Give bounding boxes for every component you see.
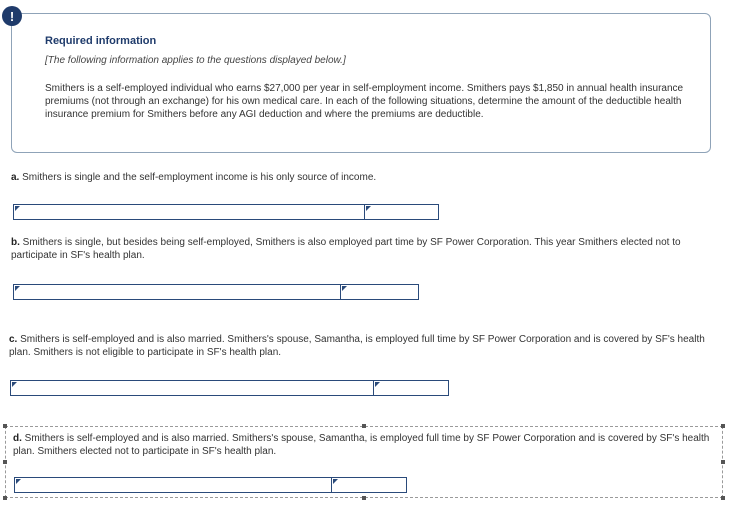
selection-handle-tr[interactable] (721, 424, 725, 428)
selection-handle-mr[interactable] (721, 460, 725, 464)
answer-row-d (14, 477, 407, 493)
question-c (9, 333, 714, 359)
question-c-letter: c. (9, 334, 18, 345)
info-subtitle: [The following information applies to the questions displayed below.] (45, 55, 346, 66)
answer-d-amount-input[interactable] (14, 477, 332, 493)
question-b-text: Smithers is single, but besides being self-employed, Smithers is also employed part time by SF Power Corporation. This year Smithers elected not to participate in SF's health plan. (11, 237, 681, 261)
answer-d-location-select[interactable] (332, 477, 407, 493)
question-a-letter: a. (11, 172, 20, 183)
question-b-letter: b. (11, 237, 20, 248)
required-information-panel (11, 13, 711, 153)
selection-handle-br[interactable] (721, 496, 725, 500)
question-a (11, 171, 711, 184)
selection-handle-bl[interactable] (3, 496, 7, 500)
info-title: Required information (45, 35, 157, 47)
answer-c-location-select[interactable] (374, 380, 449, 396)
info-body: Smithers is a self-employed individual who earns $27,000 per year in self-employment income. Smithers pays $1,850 in annual health insurance premiums (not through an exchange) for his own medical care. In each of the following situations, determine the amount of the deductible health insurance premium for Smithers before any AGI deduction and where the premiums are deductible. (45, 83, 684, 120)
alert-icon: ! (2, 6, 22, 26)
question-d (13, 432, 718, 458)
question-a-text: Smithers is single and the self-employment income is his only source of income. (22, 172, 377, 183)
question-b (11, 236, 711, 262)
answer-a-amount-input[interactable] (13, 204, 365, 220)
question-d-letter: d. (13, 433, 22, 444)
selection-handle-tm[interactable] (362, 424, 366, 428)
answer-a-location-select[interactable] (365, 204, 439, 220)
answer-row-b (13, 284, 419, 300)
answer-row-a (13, 204, 439, 220)
selection-handle-tl[interactable] (3, 424, 7, 428)
answer-row-c (10, 380, 449, 396)
answer-b-location-select[interactable] (341, 284, 419, 300)
selection-handle-ml[interactable] (3, 460, 7, 464)
selection-handle-bm[interactable] (362, 496, 366, 500)
answer-c-amount-input[interactable] (10, 380, 374, 396)
answer-b-amount-input[interactable] (13, 284, 341, 300)
question-c-text: Smithers is self-employed and is also married. Smithers's spouse, Samantha, is employed full time by SF Power Corporation and is covered by SF's health plan. Smithers is not eligible to participate in SF's health plan. (9, 334, 705, 358)
question-d-text: Smithers is self-employed and is also married. Smithers's spouse, Samantha, is employed full time by SF Power Corporation and is covered by SF's health plan. Smithers elected not to participate in SF's health plan. (13, 433, 710, 457)
